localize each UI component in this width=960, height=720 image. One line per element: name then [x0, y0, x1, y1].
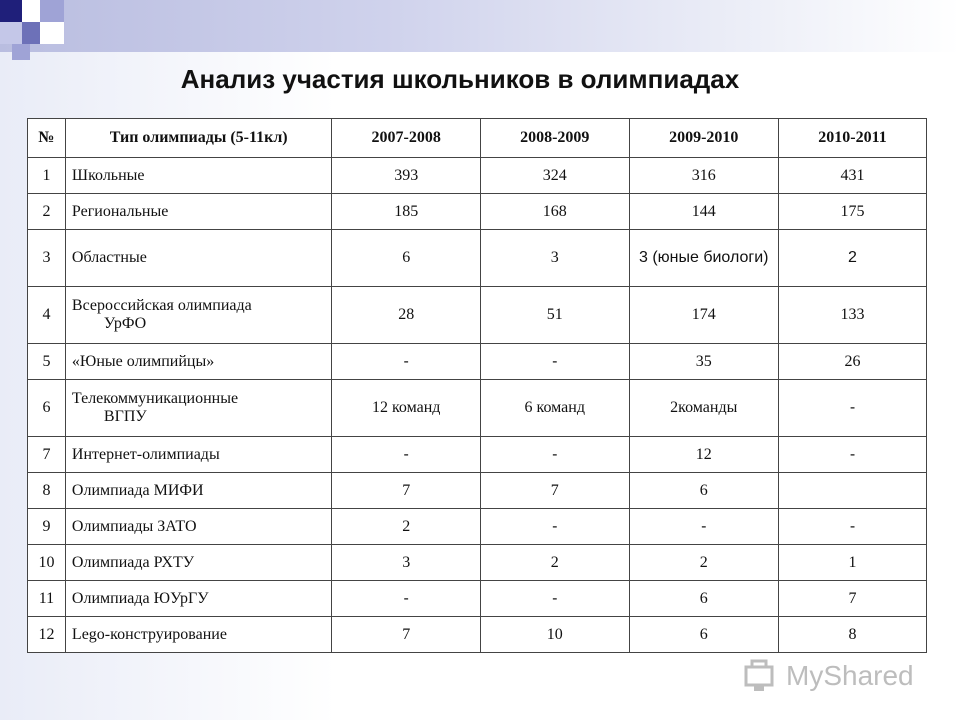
row-type-text: Олимпиада ЮУрГУ: [71, 589, 209, 607]
row-value: [778, 473, 926, 509]
header-type: Тип олимпиады (5-11кл): [65, 119, 332, 158]
row-number: 2: [28, 194, 66, 230]
row-number: 1: [28, 158, 66, 194]
header-number: №: [28, 119, 66, 158]
decor-square: [22, 22, 40, 44]
header-year: 2010-2011: [778, 119, 926, 158]
decor-square: [40, 22, 64, 44]
row-value: 28: [332, 287, 481, 344]
table-row: [28, 380, 927, 437]
row-value: 3 (юные биологи): [629, 230, 778, 287]
row-value: 168: [480, 194, 629, 230]
table-row: [28, 344, 927, 380]
row-number: 3: [28, 230, 66, 287]
row-value: 1: [778, 545, 926, 581]
row-number: 8: [28, 473, 66, 509]
table-row: [28, 230, 927, 287]
row-number: 10: [28, 545, 66, 581]
row-value: 393: [332, 158, 481, 194]
table-row: [28, 509, 927, 545]
row-value: 2команды: [629, 380, 778, 437]
olympiad-table: [27, 118, 927, 653]
row-value: -: [332, 581, 481, 617]
page-title: Анализ участия школьников в олимпиадах: [180, 64, 740, 94]
table-row: [28, 545, 927, 581]
row-type-text: Школьные: [71, 166, 145, 184]
row-type: [65, 158, 332, 194]
row-value: 26: [778, 344, 926, 380]
table-row: [28, 581, 927, 617]
table-row: [28, 158, 927, 194]
header-year: 2009-2010: [629, 119, 778, 158]
row-value: 6 команд: [480, 380, 629, 437]
myshared-logo-icon: [744, 659, 780, 693]
watermark-text: MyShared: [786, 660, 914, 691]
row-value: 6: [629, 617, 778, 653]
row-value: 35: [629, 344, 778, 380]
row-value: 6: [629, 473, 778, 509]
row-value: 144: [629, 194, 778, 230]
header-year: 2008-2009: [480, 119, 629, 158]
row-value: 3: [332, 545, 481, 581]
row-value: -: [778, 509, 926, 545]
row-value: -: [480, 344, 629, 380]
decor-square: [0, 0, 22, 22]
row-type-text: «Юные олимпийцы»: [71, 352, 215, 370]
row-type-text: Lego-конструирование: [71, 625, 227, 643]
table-row: [28, 437, 927, 473]
row-value: 7: [332, 617, 481, 653]
row-value: 10: [480, 617, 629, 653]
row-type-text: Олимпиада РХТУ: [71, 553, 195, 571]
row-type-text: Интернет-олимпиады: [71, 445, 220, 463]
row-number: 4: [28, 287, 66, 344]
row-value: 2: [332, 509, 481, 545]
watermark: [744, 656, 934, 696]
row-type: [65, 230, 332, 287]
row-type: [65, 581, 332, 617]
row-number: 12: [28, 617, 66, 653]
decor-square: [40, 0, 64, 22]
table-body: [28, 158, 927, 653]
row-value: -: [480, 509, 629, 545]
row-type: [65, 437, 332, 473]
row-value: 12 команд: [332, 380, 481, 437]
row-value: 3: [480, 230, 629, 287]
table-row: [28, 287, 927, 344]
header-band: [0, 0, 960, 52]
row-value: 431: [778, 158, 926, 194]
row-value: -: [332, 344, 481, 380]
row-number: 11: [28, 581, 66, 617]
row-value: -: [778, 380, 926, 437]
row-value: -: [629, 509, 778, 545]
row-type-text: Олимпиады ЗАТО: [71, 517, 197, 535]
row-type-text: Областные: [71, 249, 147, 266]
row-number: 9: [28, 509, 66, 545]
row-type-text: Телекоммуникационные: [71, 390, 239, 407]
row-value: 316: [629, 158, 778, 194]
row-value: -: [332, 437, 481, 473]
row-value: -: [480, 437, 629, 473]
row-type: [65, 473, 332, 509]
row-type-text: Всероссийская олимпиада: [71, 297, 252, 314]
row-type-text: Олимпиада МИФИ: [71, 481, 204, 499]
row-value: -: [778, 437, 926, 473]
table-row: [28, 473, 927, 509]
row-type: [65, 344, 332, 380]
table-row: [28, 617, 927, 653]
row-number: 5: [28, 344, 66, 380]
row-value: 174: [629, 287, 778, 344]
row-type: [65, 287, 332, 344]
row-value: 51: [480, 287, 629, 344]
row-type-text-line2: ВГПУ: [103, 408, 147, 425]
row-type: [65, 509, 332, 545]
row-value: 133: [778, 287, 926, 344]
row-type-text: Региональные: [71, 202, 169, 220]
row-value: 7: [480, 473, 629, 509]
row-type-text-line2: УрФО: [103, 315, 147, 332]
decor-square: [0, 22, 22, 44]
row-value: 185: [332, 194, 481, 230]
row-type: [65, 194, 332, 230]
row-value: -: [480, 581, 629, 617]
row-value: 2: [778, 230, 926, 287]
row-value: 175: [778, 194, 926, 230]
row-number: 7: [28, 437, 66, 473]
row-number: 6: [28, 380, 66, 437]
row-value: 7: [332, 473, 481, 509]
row-type: [65, 545, 332, 581]
decor-square: [22, 0, 40, 22]
row-value: 324: [480, 158, 629, 194]
row-type: [65, 617, 332, 653]
row-value: 2: [629, 545, 778, 581]
row-value: 2: [480, 545, 629, 581]
row-value: 8: [778, 617, 926, 653]
header-year: 2007-2008: [332, 119, 481, 158]
row-value: 6: [332, 230, 481, 287]
row-value: 12: [629, 437, 778, 473]
row-type: [65, 380, 332, 437]
table-row: [28, 194, 927, 230]
row-value: 6: [629, 581, 778, 617]
decor-square: [12, 44, 30, 60]
row-value: 7: [778, 581, 926, 617]
table-header-row: [28, 119, 927, 158]
